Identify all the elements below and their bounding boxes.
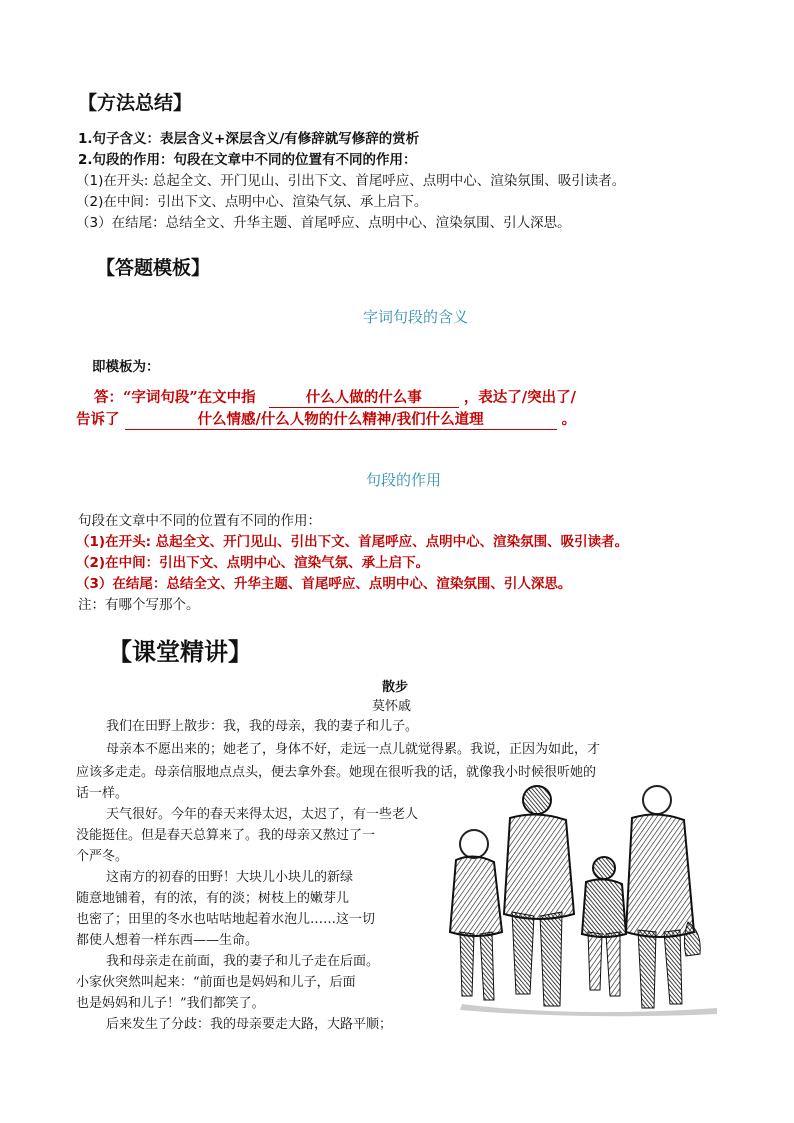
answer-line-2 [76,408,576,430]
essay-p3-line-3: 个严冬。 [76,849,129,864]
answer-line-1 [94,386,576,408]
essay-p4-line-4: 都使人想着一样东西——生命。 [76,933,259,948]
essay-author: 莫怀戚 [372,699,412,714]
answer-told: 告诉了 [76,411,120,428]
essay-p4-line-3: 也密了；田里的冬水也咕咕地起着水泡儿……这一切 [76,912,376,927]
answer-prefix: 答：“字词句段”在文中指 [94,389,256,406]
father-figure [504,786,574,1006]
essay-title: 散步 [382,680,409,695]
template-intro: 即模板为： [92,359,160,375]
answer-blank-1: 什么人做的什么事 [269,386,459,408]
grandmother-figure [450,830,502,1000]
method-heading: 【方法总结】 [78,92,193,114]
role-ending: （3）在结尾：总结全文、升华主题、首尾呼应、点明中心、渲染氛围、引人深思。 [76,576,572,592]
method-line-1: 1.句子含义：表层含义+深层含义/有修辞就写修辞的赏析 [78,131,420,147]
role-middle: （2)在中间：引出下文、点明中心、渲染气氛、承上启下。 [76,555,430,571]
answer-middle: ，表达了/突出了/ [463,389,576,406]
role-intro: 句段在文章中不同的位置有不同的作用： [78,513,321,529]
mother-figure [626,786,700,1008]
essay-p4-line-1: 这南方的初春的田野！大块儿小块儿的新绿 [106,870,354,885]
essay-p5-line-1: 我和母亲走在前面，我的妻子和儿子走在后面。 [106,954,380,969]
role-opening: （1)在开头: 总起全文、开门见山、引出下文、首尾呼应、点明中心、渲染氛围、吸引读者。 [76,534,629,550]
essay-p3-line-2: 没能挺住。但是春天总算来了。我的母亲又熬过了一 [76,828,376,843]
essay-paragraph-1: 我们在田野上散步：我，我的母亲，我的妻子和儿子。 [106,719,419,734]
answer-end: 。 [561,411,577,428]
answer-blank-2: 什么情感/什么人物的什么精神/我们什么道理 [125,408,557,430]
lecture-heading: 【课堂精讲】 [108,638,252,666]
template-subtitle-role: 句段的作用 [366,471,442,489]
method-line-5: （3）在结尾：总结全文、升华主题、首尾呼应、点明中心、渲染氛围、引人深思。 [76,215,571,231]
method-line-3: （1)在开头: 总起全文、开门见山、引出下文、首尾呼应、点明中心、渲染氛围、吸引读者。 [76,173,626,189]
essay-p5-line-2: 小家伙突然叫起来：“前面也是妈妈和儿子，后面 [76,975,356,990]
method-line-2: 2.句段的作用：句段在文章中不同的位置有不同的作用： [78,152,417,168]
essay-p2-line-1: 母亲本不愿出来的；她老了，身体不好，走远一点儿就觉得累。我说，正因为如此，才 [106,742,601,757]
essay-p6-line-1: 后来发生了分歧：我的母亲要走大路，大路平顺； [106,1017,393,1032]
essay-p5-line-3: 也是妈妈和儿子！”我们都笑了。 [76,996,265,1011]
child-figure [582,857,626,996]
template-heading: 【答题模板】 [96,257,211,279]
essay-p3-line-1: 天气很好。今年的春天来得太迟，太迟了，有一些老人 [106,807,419,822]
essay-p2-line-2: 应该多走走。母亲信服地点点头，便去拿外套。她现在很听我的话，就像我小时候很听她的 [76,765,597,780]
family-walking-sketch-icon [432,782,722,1020]
essay-p2-line-3: 话一样。 [76,786,129,801]
essay-p4-line-2: 随意地铺着，有的浓，有的淡；树枝上的嫩芽儿 [76,891,350,906]
role-note: 注：有哪个写那个。 [78,597,200,613]
method-line-4: （2)在中间：引出下文、点明中心、渲染气氛、承上启下。 [76,194,428,210]
template-subtitle-meaning: 字词句段的含义 [363,308,469,326]
